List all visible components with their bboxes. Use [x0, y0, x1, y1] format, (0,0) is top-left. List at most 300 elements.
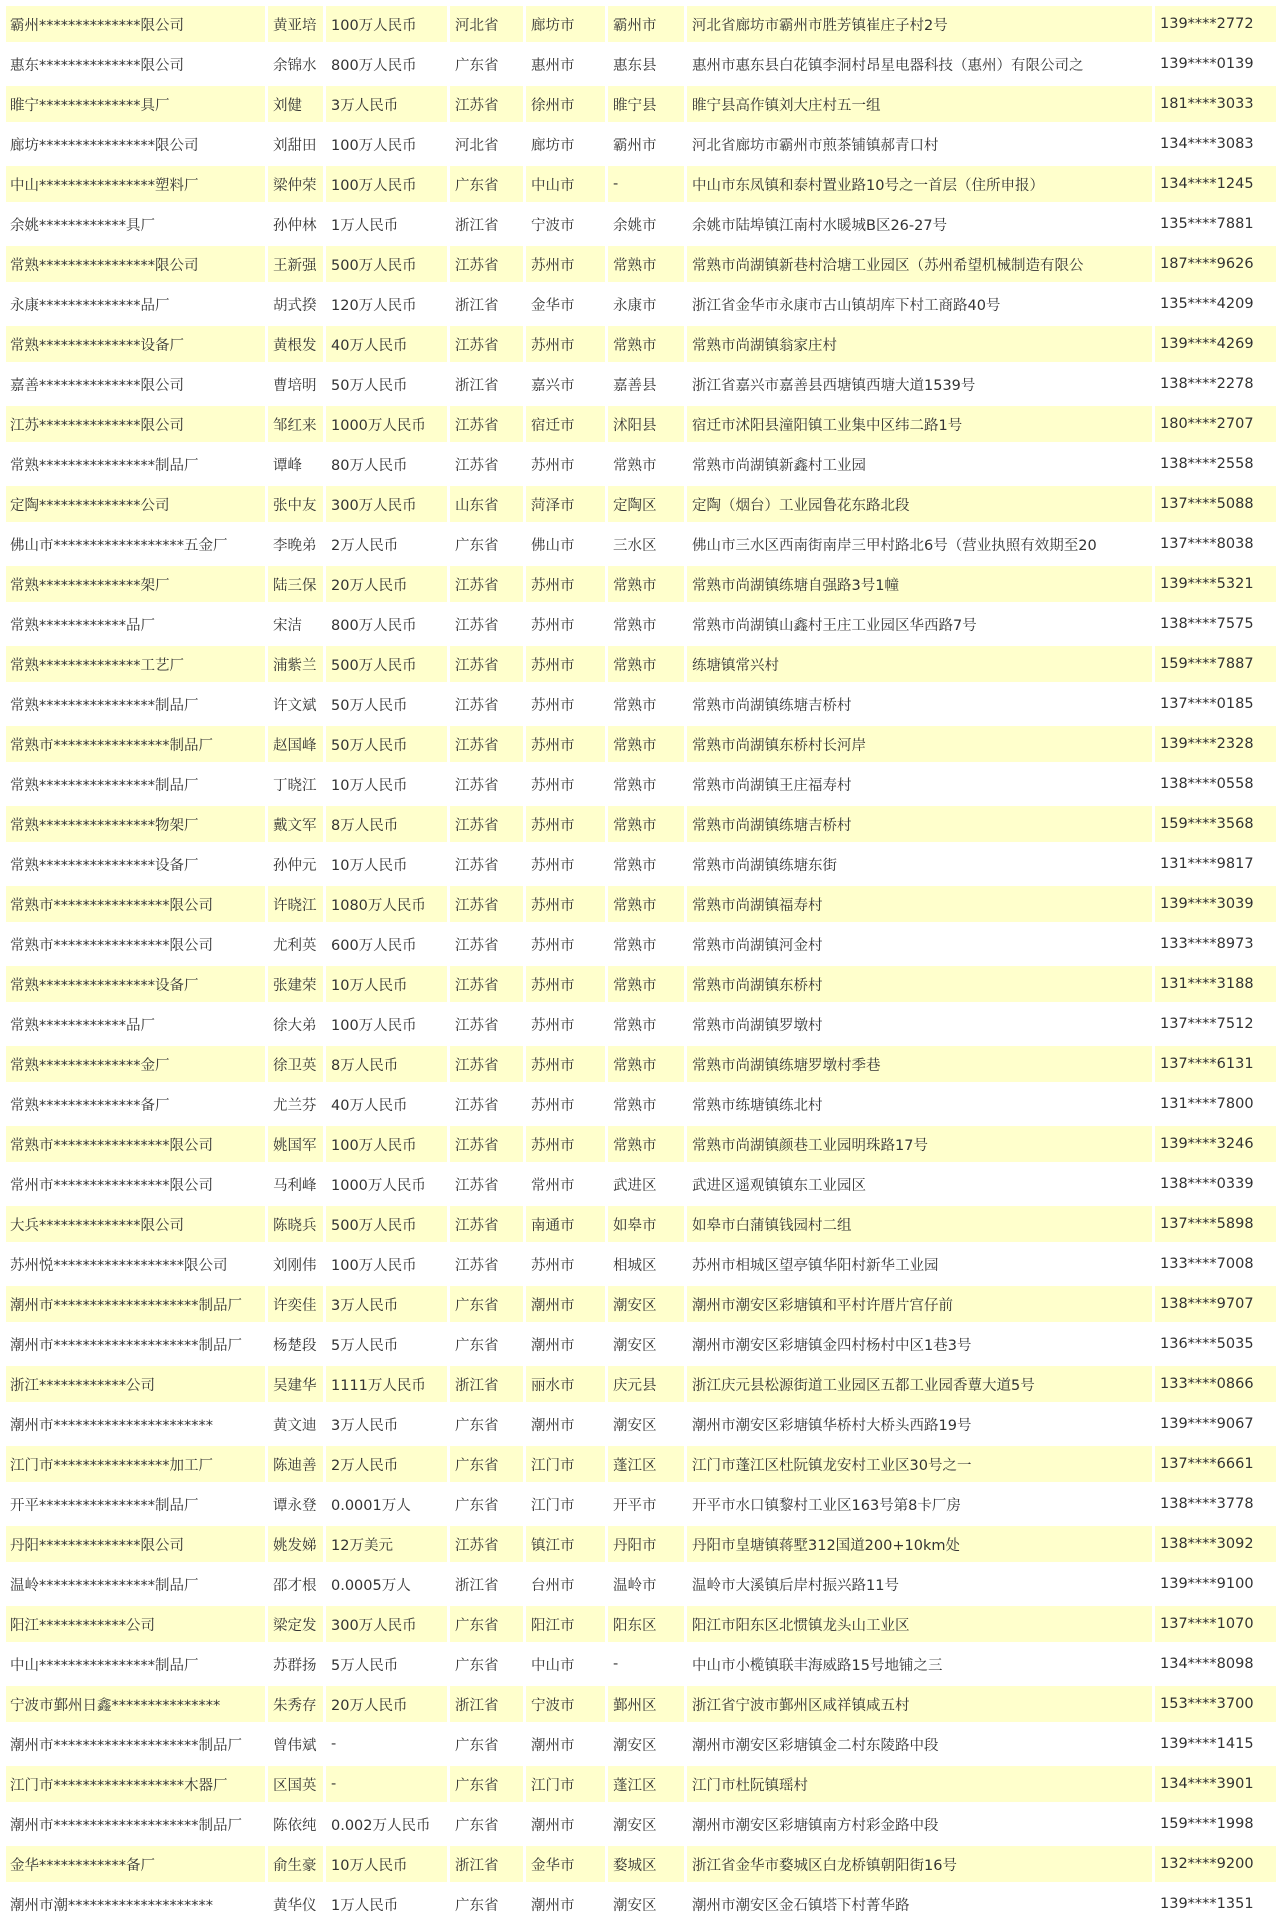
legal-rep-cell: 黄文迪 — [265, 1406, 323, 1442]
legal-rep-cell: 陆三保 — [265, 566, 323, 602]
legal-rep-cell: 浦紫兰 — [265, 646, 323, 682]
address-cell: 河北省廊坊市霸州市煎茶铺镇郝青口村 — [684, 126, 1152, 162]
district-cell: 相城区 — [605, 1246, 684, 1282]
phone-cell: 136****5035 — [1152, 1326, 1276, 1362]
legal-rep-cell: 张中友 — [265, 486, 323, 522]
table-row — [6, 1686, 1276, 1722]
company-name-cell: 常熟****************制品厂 — [6, 446, 265, 482]
legal-rep-cell: 邹红来 — [265, 406, 323, 442]
company-name-cell: 中山****************塑料厂 — [6, 166, 265, 202]
province-cell: 江苏省 — [447, 806, 523, 842]
address-cell: 潮州市潮安区彩塘镇华桥村大桥头西路19号 — [684, 1406, 1152, 1442]
legal-rep-cell: 许奕佳 — [265, 1286, 323, 1322]
district-cell: 阳东区 — [605, 1606, 684, 1642]
province-cell: 江苏省 — [447, 1006, 523, 1042]
legal-rep-cell: 余锦水 — [265, 46, 323, 82]
city-cell: 苏州市 — [523, 686, 605, 722]
district-cell: 惠东县 — [605, 46, 684, 82]
address-cell: 潮州市潮安区金石镇塔下村菁华路 — [684, 1886, 1152, 1922]
registered-capital-cell: 2万人民币 — [323, 526, 447, 562]
city-cell: 南通市 — [523, 1206, 605, 1242]
legal-rep-cell: 黄根发 — [265, 326, 323, 362]
city-cell: 苏州市 — [523, 846, 605, 882]
company-name-cell: 常熟****************设备厂 — [6, 966, 265, 1002]
company-name-cell: 常熟市****************制品厂 — [6, 726, 265, 762]
city-cell: 廊坊市 — [523, 126, 605, 162]
table-row — [6, 1566, 1276, 1602]
registered-capital-cell: 100万人民币 — [323, 1246, 447, 1282]
province-cell: 广东省 — [447, 1606, 523, 1642]
registered-capital-cell: 1万人民币 — [323, 206, 447, 242]
company-name-cell: 金华************备厂 — [6, 1846, 265, 1882]
table-row — [6, 1646, 1276, 1682]
company-name-cell: 潮州市********************制品厂 — [6, 1286, 265, 1322]
table-row — [6, 1206, 1276, 1242]
table-row — [6, 1086, 1276, 1122]
province-cell: 江苏省 — [447, 686, 523, 722]
district-cell: 常熟市 — [605, 686, 684, 722]
table-row — [6, 206, 1276, 242]
company-name-cell: 大兵**************限公司 — [6, 1206, 265, 1242]
legal-rep-cell: 尤利英 — [265, 926, 323, 962]
registered-capital-cell: 120万人民币 — [323, 286, 447, 322]
legal-rep-cell: 刘健 — [265, 86, 323, 122]
district-cell: 三水区 — [605, 526, 684, 562]
city-cell: 苏州市 — [523, 1086, 605, 1122]
table-row — [6, 926, 1276, 962]
city-cell: 镇江市 — [523, 1526, 605, 1562]
legal-rep-cell: 苏群扬 — [265, 1646, 323, 1682]
company-name-cell: 江门市****************加工厂 — [6, 1446, 265, 1482]
phone-cell: 138****3092 — [1152, 1526, 1276, 1562]
legal-rep-cell: 吴建华 — [265, 1366, 323, 1402]
registered-capital-cell: 8万人民币 — [323, 806, 447, 842]
table-row — [6, 1046, 1276, 1082]
company-name-cell: 佛山市******************五金厂 — [6, 526, 265, 562]
phone-cell: 137****7512 — [1152, 1006, 1276, 1042]
district-cell: 霸州市 — [605, 6, 684, 42]
phone-cell: 132****9200 — [1152, 1846, 1276, 1882]
district-cell: 常熟市 — [605, 926, 684, 962]
province-cell: 广东省 — [447, 1406, 523, 1442]
address-cell: 潮州市潮安区彩塘镇和平村许厝片宫仔前 — [684, 1286, 1152, 1322]
province-cell: 广东省 — [447, 1286, 523, 1322]
table-row — [6, 1526, 1276, 1562]
district-cell: 潮安区 — [605, 1326, 684, 1362]
company-name-cell: 常熟****************设备厂 — [6, 846, 265, 882]
phone-cell: 134****8098 — [1152, 1646, 1276, 1682]
company-name-cell: 中山****************制品厂 — [6, 1646, 265, 1682]
district-cell: 常熟市 — [605, 1046, 684, 1082]
legal-rep-cell: 胡式揆 — [265, 286, 323, 322]
phone-cell: 134****3901 — [1152, 1766, 1276, 1802]
table-row — [6, 766, 1276, 802]
address-cell: 潮州市潮安区彩塘镇金四村杨村中区1巷3号 — [684, 1326, 1152, 1362]
registered-capital-cell: 100万人民币 — [323, 166, 447, 202]
phone-cell: 138****3778 — [1152, 1486, 1276, 1522]
legal-rep-cell: 朱秀存 — [265, 1686, 323, 1722]
phone-cell: 137****1070 — [1152, 1606, 1276, 1642]
legal-rep-cell: 张建荣 — [265, 966, 323, 1002]
table-row — [6, 286, 1276, 322]
table-row — [6, 1366, 1276, 1402]
table-row — [6, 606, 1276, 642]
district-cell: 常熟市 — [605, 246, 684, 282]
city-cell: 江门市 — [523, 1766, 605, 1802]
city-cell: 廊坊市 — [523, 6, 605, 42]
address-cell: 潮州市潮安区彩塘镇南方村彩金路中段 — [684, 1806, 1152, 1842]
registered-capital-cell: - — [323, 1766, 447, 1802]
phone-cell: 139****3246 — [1152, 1126, 1276, 1162]
phone-cell: 133****8973 — [1152, 926, 1276, 962]
company-name-cell: 常熟**************架厂 — [6, 566, 265, 602]
legal-rep-cell: 宋洁 — [265, 606, 323, 642]
phone-cell: 139****5321 — [1152, 566, 1276, 602]
company-name-cell: 常熟****************物架厂 — [6, 806, 265, 842]
province-cell: 广东省 — [447, 1886, 523, 1922]
province-cell: 山东省 — [447, 486, 523, 522]
table-row — [6, 726, 1276, 762]
legal-rep-cell: 马利峰 — [265, 1166, 323, 1202]
city-cell: 宿迁市 — [523, 406, 605, 442]
district-cell: 常熟市 — [605, 726, 684, 762]
district-cell: 常熟市 — [605, 886, 684, 922]
legal-rep-cell: 王新强 — [265, 246, 323, 282]
phone-cell: 139****1415 — [1152, 1726, 1276, 1762]
company-name-cell: 常熟****************制品厂 — [6, 766, 265, 802]
province-cell: 江苏省 — [447, 726, 523, 762]
city-cell: 苏州市 — [523, 446, 605, 482]
legal-rep-cell: 黄华仪 — [265, 1886, 323, 1922]
company-name-cell: 常州市****************限公司 — [6, 1166, 265, 1202]
table-row — [6, 86, 1276, 122]
registered-capital-cell: 100万人民币 — [323, 1006, 447, 1042]
province-cell: 广东省 — [447, 166, 523, 202]
legal-rep-cell: 邵才根 — [265, 1566, 323, 1602]
province-cell: 河北省 — [447, 126, 523, 162]
table-row — [6, 446, 1276, 482]
company-name-cell: 嘉善**************限公司 — [6, 366, 265, 402]
province-cell: 广东省 — [447, 1646, 523, 1682]
district-cell: 余姚市 — [605, 206, 684, 242]
legal-rep-cell: 区国英 — [265, 1766, 323, 1802]
registered-capital-cell: 1080万人民币 — [323, 886, 447, 922]
address-cell: 常熟市尚湖镇练塘罗墩村季巷 — [684, 1046, 1152, 1082]
city-cell: 苏州市 — [523, 1126, 605, 1162]
province-cell: 江苏省 — [447, 886, 523, 922]
legal-rep-cell: 陈依纯 — [265, 1806, 323, 1842]
phone-cell: 181****3033 — [1152, 86, 1276, 122]
province-cell: 江苏省 — [447, 966, 523, 1002]
district-cell: 常熟市 — [605, 646, 684, 682]
address-cell: 常熟市尚湖镇东桥村长河岸 — [684, 726, 1152, 762]
city-cell: 丽水市 — [523, 1366, 605, 1402]
district-cell: 霸州市 — [605, 126, 684, 162]
phone-cell: 139****0139 — [1152, 46, 1276, 82]
district-cell: 常熟市 — [605, 846, 684, 882]
city-cell: 菏泽市 — [523, 486, 605, 522]
legal-rep-cell: 陈晓兵 — [265, 1206, 323, 1242]
city-cell: 苏州市 — [523, 1046, 605, 1082]
phone-cell: 131****7800 — [1152, 1086, 1276, 1122]
registered-capital-cell: 50万人民币 — [323, 366, 447, 402]
phone-cell: 134****1245 — [1152, 166, 1276, 202]
district-cell: 常熟市 — [605, 566, 684, 602]
registered-capital-cell: 1000万人民币 — [323, 406, 447, 442]
province-cell: 浙江省 — [447, 1686, 523, 1722]
district-cell: - — [605, 1646, 684, 1682]
phone-cell: 139****9067 — [1152, 1406, 1276, 1442]
registered-capital-cell: 10万人民币 — [323, 966, 447, 1002]
phone-cell: 138****0339 — [1152, 1166, 1276, 1202]
district-cell: 常熟市 — [605, 806, 684, 842]
address-cell: 练塘镇常兴村 — [684, 646, 1152, 682]
city-cell: 潮州市 — [523, 1806, 605, 1842]
company-name-cell: 潮州市********************制品厂 — [6, 1726, 265, 1762]
company-name-cell: 余姚************具厂 — [6, 206, 265, 242]
city-cell: 常州市 — [523, 1166, 605, 1202]
district-cell: 常熟市 — [605, 766, 684, 802]
legal-rep-cell: 谭峰 — [265, 446, 323, 482]
address-cell: 浙江省金华市婺城区白龙桥镇朝阳街16号 — [684, 1846, 1152, 1882]
district-cell: 常熟市 — [605, 1006, 684, 1042]
city-cell: 苏州市 — [523, 566, 605, 602]
district-cell: 潮安区 — [605, 1806, 684, 1842]
address-cell: 河北省廊坊市霸州市胜芳镇崔庄子村2号 — [684, 6, 1152, 42]
registered-capital-cell: 20万人民币 — [323, 566, 447, 602]
registered-capital-cell: 40万人民币 — [323, 326, 447, 362]
province-cell: 江苏省 — [447, 1526, 523, 1562]
table-row — [6, 846, 1276, 882]
registered-capital-cell: 500万人民币 — [323, 646, 447, 682]
address-cell: 温岭市大溪镇后岸村振兴路11号 — [684, 1566, 1152, 1602]
table-row — [6, 406, 1276, 442]
city-cell: 江门市 — [523, 1446, 605, 1482]
city-cell: 苏州市 — [523, 766, 605, 802]
registered-capital-cell: 80万人民币 — [323, 446, 447, 482]
company-name-cell: 潮州市********************** — [6, 1406, 265, 1442]
address-cell: 浙江庆元县松源街道工业园区五都工业园香蕈大道5号 — [684, 1366, 1152, 1402]
province-cell: 广东省 — [447, 1806, 523, 1842]
legal-rep-cell: 杨楚段 — [265, 1326, 323, 1362]
phone-cell: 138****2558 — [1152, 446, 1276, 482]
address-cell: 常熟市尚湖镇新巷村洽塘工业园区（苏州希望机械制造有限公 — [684, 246, 1152, 282]
province-cell: 江苏省 — [447, 606, 523, 642]
district-cell: 如皋市 — [605, 1206, 684, 1242]
table-row — [6, 1606, 1276, 1642]
province-cell: 江苏省 — [447, 1086, 523, 1122]
company-name-cell: 常熟************品厂 — [6, 606, 265, 642]
city-cell: 阳江市 — [523, 1606, 605, 1642]
district-cell: 蓬江区 — [605, 1446, 684, 1482]
registered-capital-cell: 500万人民币 — [323, 246, 447, 282]
legal-rep-cell: 戴文军 — [265, 806, 323, 842]
company-name-cell: 丹阳**************限公司 — [6, 1526, 265, 1562]
city-cell: 苏州市 — [523, 1006, 605, 1042]
phone-cell: 139****3039 — [1152, 886, 1276, 922]
district-cell: 潮安区 — [605, 1886, 684, 1922]
table-row — [6, 1846, 1276, 1882]
legal-rep-cell: 姚发娣 — [265, 1526, 323, 1562]
province-cell: 浙江省 — [447, 1566, 523, 1602]
phone-cell: 159****7887 — [1152, 646, 1276, 682]
address-cell: 常熟市尚湖镇河金村 — [684, 926, 1152, 962]
district-cell: 常熟市 — [605, 1126, 684, 1162]
registered-capital-cell: 800万人民币 — [323, 606, 447, 642]
registered-capital-cell: 10万人民币 — [323, 846, 447, 882]
city-cell: 苏州市 — [523, 966, 605, 1002]
table-row — [6, 1246, 1276, 1282]
address-cell: 江门市杜阮镇瑶村 — [684, 1766, 1152, 1802]
registered-capital-cell: 12万美元 — [323, 1526, 447, 1562]
phone-cell: 180****2707 — [1152, 406, 1276, 442]
registered-capital-cell: 10万人民币 — [323, 766, 447, 802]
legal-rep-cell: 李晚弟 — [265, 526, 323, 562]
district-cell: 常熟市 — [605, 1086, 684, 1122]
company-name-cell: 宁波市鄞州日鑫*************** — [6, 1686, 265, 1722]
registered-capital-cell: 50万人民币 — [323, 686, 447, 722]
company-name-cell: 常熟**************备厂 — [6, 1086, 265, 1122]
company-name-cell: 江门市******************木器厂 — [6, 1766, 265, 1802]
address-cell: 丹阳市皇塘镇蒋墅312国道200+10km处 — [684, 1526, 1152, 1562]
province-cell: 浙江省 — [447, 1366, 523, 1402]
city-cell: 宁波市 — [523, 1686, 605, 1722]
company-name-cell: 常熟************品厂 — [6, 1006, 265, 1042]
address-cell: 开平市水口镇黎村工业区163号第8卡厂房 — [684, 1486, 1152, 1522]
registered-capital-cell: 0.002万人民币 — [323, 1806, 447, 1842]
company-name-cell: 常熟****************限公司 — [6, 246, 265, 282]
address-cell: 武进区遥观镇镇东工业园区 — [684, 1166, 1152, 1202]
company-name-cell: 阳江************公司 — [6, 1606, 265, 1642]
legal-rep-cell: 刘刚伟 — [265, 1246, 323, 1282]
legal-rep-cell: 徐卫英 — [265, 1046, 323, 1082]
phone-cell: 138****9707 — [1152, 1286, 1276, 1322]
province-cell: 江苏省 — [447, 1046, 523, 1082]
table-row — [6, 1406, 1276, 1442]
phone-cell: 137****5898 — [1152, 1206, 1276, 1242]
table-row — [6, 806, 1276, 842]
legal-rep-cell: 孙仲元 — [265, 846, 323, 882]
city-cell: 苏州市 — [523, 886, 605, 922]
table-row — [6, 1886, 1276, 1922]
city-cell: 中山市 — [523, 166, 605, 202]
city-cell: 潮州市 — [523, 1286, 605, 1322]
city-cell: 苏州市 — [523, 806, 605, 842]
province-cell: 广东省 — [447, 526, 523, 562]
company-name-cell: 开平****************制品厂 — [6, 1486, 265, 1522]
city-cell: 苏州市 — [523, 1246, 605, 1282]
phone-cell: 138****2278 — [1152, 366, 1276, 402]
province-cell: 广东省 — [447, 1766, 523, 1802]
district-cell: 蓬江区 — [605, 1766, 684, 1802]
company-name-cell: 江苏**************限公司 — [6, 406, 265, 442]
table-row — [6, 686, 1276, 722]
legal-rep-cell: 徐大弟 — [265, 1006, 323, 1042]
province-cell: 浙江省 — [447, 366, 523, 402]
city-cell: 苏州市 — [523, 646, 605, 682]
table-row — [6, 1726, 1276, 1762]
address-cell: 惠州市惠东县白花镇李洞村昂星电器科技（惠州）有限公司之 — [684, 46, 1152, 82]
address-cell: 中山市小榄镇联丰海威路15号地铺之三 — [684, 1646, 1152, 1682]
city-cell: 金华市 — [523, 286, 605, 322]
legal-rep-cell: 许文斌 — [265, 686, 323, 722]
company-table-container — [6, 2, 1276, 1926]
district-cell: 常熟市 — [605, 326, 684, 362]
registered-capital-cell: 800万人民币 — [323, 46, 447, 82]
province-cell: 江苏省 — [447, 446, 523, 482]
address-cell: 常熟市尚湖镇福寿村 — [684, 886, 1152, 922]
phone-cell: 133****7008 — [1152, 1246, 1276, 1282]
legal-rep-cell: 刘甜田 — [265, 126, 323, 162]
address-cell: 苏州市相城区望亭镇华阳村新华工业园 — [684, 1246, 1152, 1282]
province-cell: 江苏省 — [447, 846, 523, 882]
table-row — [6, 126, 1276, 162]
company-name-cell: 惠东**************限公司 — [6, 46, 265, 82]
address-cell: 常熟市尚湖镇新鑫村工业园 — [684, 446, 1152, 482]
table-row — [6, 246, 1276, 282]
registered-capital-cell: 3万人民币 — [323, 86, 447, 122]
phone-cell: 135****7881 — [1152, 206, 1276, 242]
registered-capital-cell: 0.0001万人 — [323, 1486, 447, 1522]
address-cell: 常熟市尚湖镇练塘东街 — [684, 846, 1152, 882]
city-cell: 苏州市 — [523, 326, 605, 362]
province-cell: 江苏省 — [447, 766, 523, 802]
table-row — [6, 166, 1276, 202]
phone-cell: 137****5088 — [1152, 486, 1276, 522]
registered-capital-cell: 500万人民币 — [323, 1206, 447, 1242]
city-cell: 苏州市 — [523, 926, 605, 962]
registered-capital-cell: 0.0005万人 — [323, 1566, 447, 1602]
district-cell: 常熟市 — [605, 966, 684, 1002]
address-cell: 常熟市尚湖镇练塘吉桥村 — [684, 806, 1152, 842]
province-cell: 河北省 — [447, 6, 523, 42]
table-row — [6, 1126, 1276, 1162]
address-cell: 中山市东凤镇和泰村置业路10号之一首层（住所申报） — [684, 166, 1152, 202]
company-name-cell: 常熟**************设备厂 — [6, 326, 265, 362]
province-cell: 浙江省 — [447, 206, 523, 242]
table-row — [6, 526, 1276, 562]
city-cell: 佛山市 — [523, 526, 605, 562]
registered-capital-cell: 2万人民币 — [323, 1446, 447, 1482]
legal-rep-cell: 孙仲林 — [265, 206, 323, 242]
province-cell: 江苏省 — [447, 926, 523, 962]
company-name-cell: 浙江************公司 — [6, 1366, 265, 1402]
legal-rep-cell: 曾伟斌 — [265, 1726, 323, 1762]
district-cell: 定陶区 — [605, 486, 684, 522]
district-cell: 开平市 — [605, 1486, 684, 1522]
province-cell: 浙江省 — [447, 286, 523, 322]
registered-capital-cell: 100万人民币 — [323, 1126, 447, 1162]
phone-cell: 153****3700 — [1152, 1686, 1276, 1722]
phone-cell: 137****6131 — [1152, 1046, 1276, 1082]
registered-capital-cell: 100万人民币 — [323, 126, 447, 162]
registered-capital-cell: 1000万人民币 — [323, 1166, 447, 1202]
city-cell: 金华市 — [523, 1846, 605, 1882]
phone-cell: 133****0866 — [1152, 1366, 1276, 1402]
phone-cell: 139****4269 — [1152, 326, 1276, 362]
phone-cell: 139****1351 — [1152, 1886, 1276, 1922]
address-cell: 常熟市尚湖镇练塘自强路3号1幢 — [684, 566, 1152, 602]
table-row — [6, 326, 1276, 362]
province-cell: 江苏省 — [447, 566, 523, 602]
address-cell: 潮州市潮安区彩塘镇金二村东陵路中段 — [684, 1726, 1152, 1762]
company-name-cell: 苏州悦******************限公司 — [6, 1246, 265, 1282]
address-cell: 常熟市练塘镇练北村 — [684, 1086, 1152, 1122]
address-cell: 常熟市尚湖镇东桥村 — [684, 966, 1152, 1002]
city-cell: 潮州市 — [523, 1326, 605, 1362]
district-cell: 婺城区 — [605, 1846, 684, 1882]
district-cell: 潮安区 — [605, 1286, 684, 1322]
